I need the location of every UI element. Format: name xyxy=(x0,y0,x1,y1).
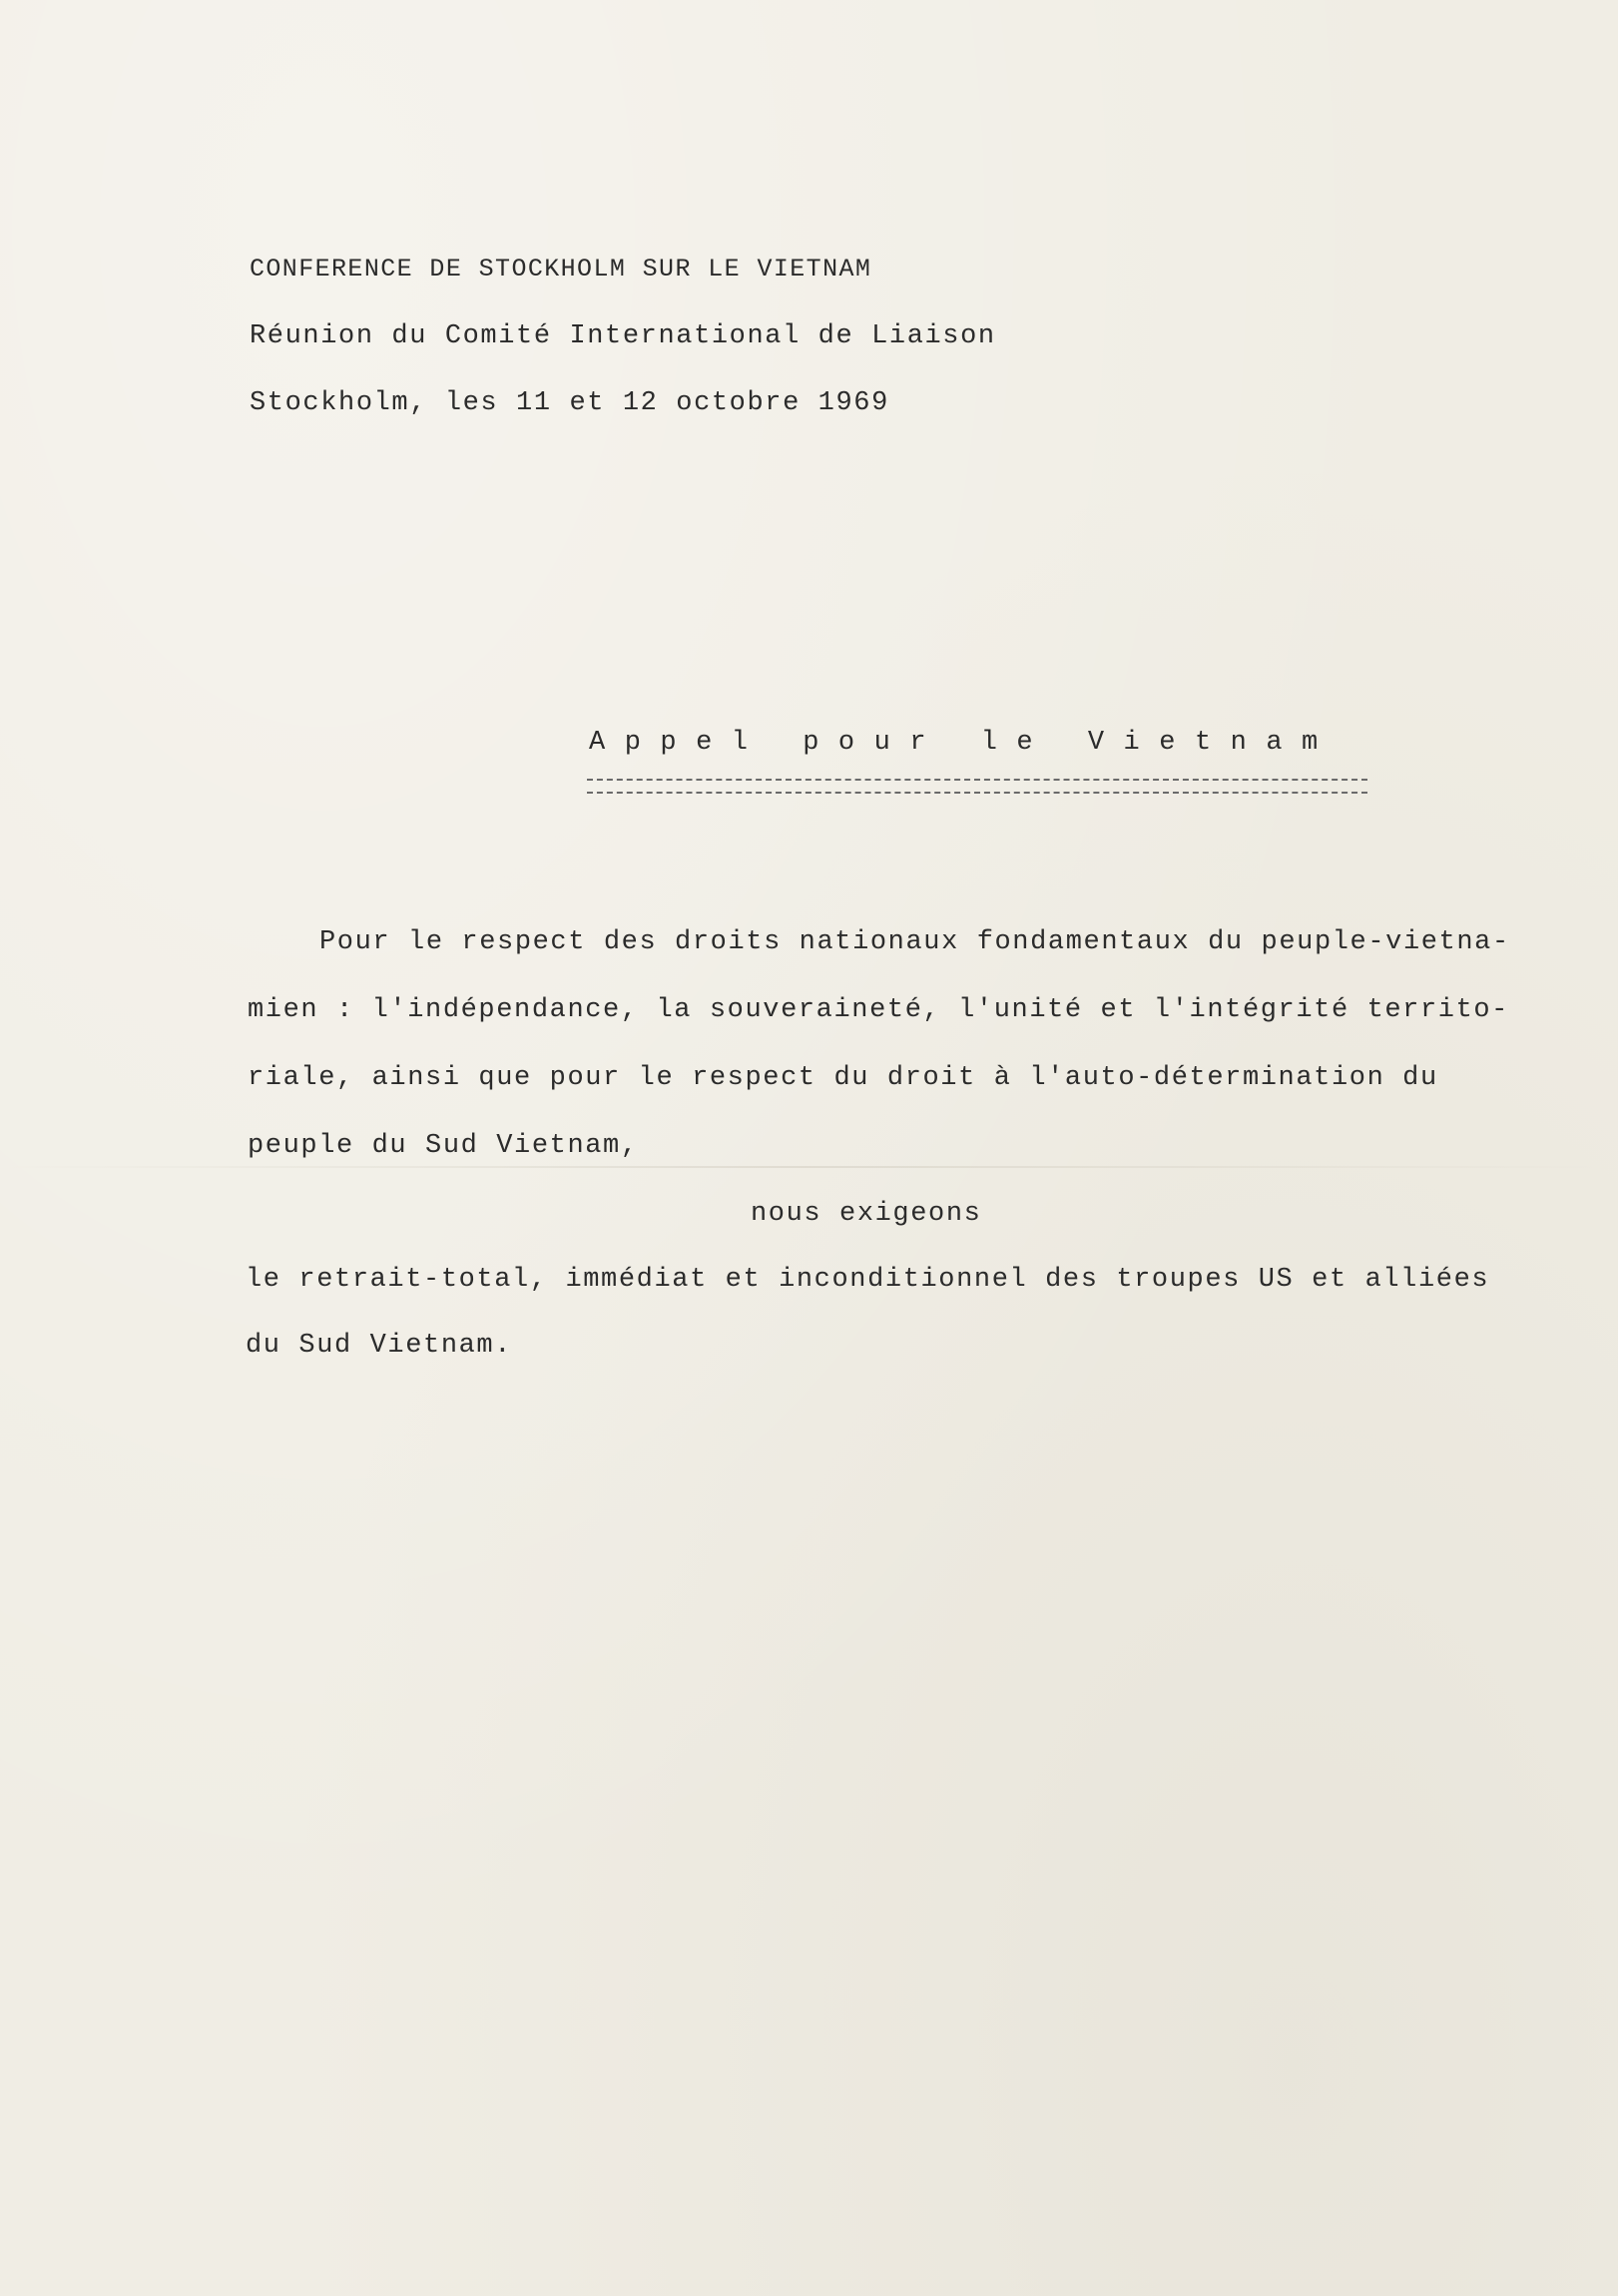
body-line-6: du Sud Vietnam. xyxy=(246,1331,513,1361)
conference-heading: CONFERENCE DE STOCKHOLM SUR LE VIETNAM xyxy=(250,255,872,284)
body-line-3: riale, ainsi que pour le respect du droit à l'auto-détermination du xyxy=(248,1063,1438,1093)
place-date-heading: Stockholm, les 11 et 12 octobre 1969 xyxy=(250,388,889,418)
demand-line: nous exigeons xyxy=(751,1199,982,1229)
paper-fold xyxy=(0,1166,1618,1168)
body-line-5: le retrait-total, immédiat et inconditionnel des troupes US et alliées xyxy=(246,1265,1490,1295)
meeting-heading: Réunion du Comité International de Liaison xyxy=(250,321,996,351)
body-line-4: peuple du Sud Vietnam, xyxy=(248,1131,639,1161)
document-title: Appel pour le Vietnam xyxy=(589,728,1338,758)
title-double-underline xyxy=(587,779,1367,794)
body-line-1: Pour le respect des droits nationaux fondamentaux du peuple-vietna- xyxy=(319,927,1510,957)
body-line-2: mien : l'indépendance, la souveraineté, l'unité et l'intégrité territo- xyxy=(248,995,1509,1025)
